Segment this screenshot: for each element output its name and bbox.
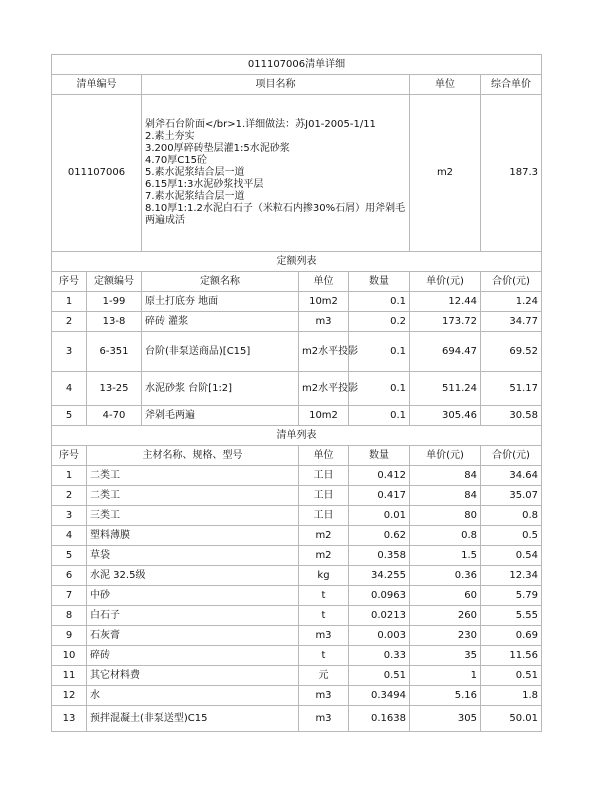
quota-price-cell: 173.72 (410, 312, 481, 332)
quota-price-cell: 12.44 (410, 292, 481, 312)
material-unit-cell: 工日 (299, 506, 349, 526)
material-no-cell: 8 (52, 606, 87, 626)
item-description-line: 7.素水泥浆结合层一道 (145, 191, 245, 202)
material-unit-cell: m2 (299, 526, 349, 546)
material-total-cell: 34.64 (481, 466, 542, 486)
material-price-cell: 260 (410, 606, 481, 626)
sheet-title: 011107006清单详细 (52, 55, 542, 75)
material-name-cell: 塑料薄膜 (87, 526, 299, 546)
bill-detail-table (51, 54, 542, 732)
material-header-cell: 单位 (299, 446, 349, 466)
material-name-cell: 白石子 (87, 606, 299, 626)
material-row (52, 466, 542, 486)
quota-qty-cell: 0.1 (349, 406, 410, 426)
material-total-cell: 5.55 (481, 606, 542, 626)
quota-header-cell: 数量 (349, 272, 410, 292)
item-description-line: 6.15厚1:3水泥砂浆找平层 (145, 179, 264, 190)
material-unit-cell: m3 (299, 626, 349, 646)
material-total-cell: 0.8 (481, 506, 542, 526)
material-unit-cell: 工日 (299, 466, 349, 486)
material-header-cell: 合价(元) (481, 446, 542, 466)
material-section-title: 清单列表 (52, 426, 542, 446)
quota-total-cell: 69.52 (481, 332, 542, 372)
quota-row (52, 372, 542, 406)
material-header-cell: 单价(元) (410, 446, 481, 466)
material-price-cell: 0.36 (410, 566, 481, 586)
material-total-cell: 11.56 (481, 646, 542, 666)
material-price-cell: 305 (410, 706, 481, 732)
material-price-cell: 5.16 (410, 686, 481, 706)
material-unit-cell: t (299, 606, 349, 626)
material-header-cell: 主材名称、规格、型号 (87, 446, 299, 466)
material-no-cell: 3 (52, 506, 87, 526)
quota-name-cell: 原土打底夯 地面 (142, 292, 299, 312)
material-no-cell: 5 (52, 546, 87, 566)
item-price: 187.3 (481, 95, 542, 252)
material-name-cell: 二类工 (87, 486, 299, 506)
quota-total-cell: 30.58 (481, 406, 542, 426)
material-name-cell: 三类工 (87, 506, 299, 526)
material-total-cell: 0.54 (481, 546, 542, 566)
material-unit-cell: t (299, 586, 349, 606)
material-qty-cell: 0.3494 (349, 686, 410, 706)
item-unit: m2 (410, 95, 481, 252)
material-price-cell: 35 (410, 646, 481, 666)
material-row (52, 566, 542, 586)
material-name-cell: 其它材料费 (87, 666, 299, 686)
material-name-cell: 石灰膏 (87, 626, 299, 646)
material-qty-cell: 0.33 (349, 646, 410, 666)
quota-code-cell: 13-25 (87, 372, 142, 406)
quota-qty-cell: 0.1 (349, 292, 410, 312)
quota-header-cell: 单价(元) (410, 272, 481, 292)
material-qty-cell: 0.358 (349, 546, 410, 566)
header-name: 项目名称 (142, 75, 410, 95)
item-row (52, 95, 542, 252)
material-total-cell: 1.8 (481, 686, 542, 706)
material-total-cell: 12.34 (481, 566, 542, 586)
material-name-cell: 预拌混凝土(非泵送型)C15 (87, 706, 299, 732)
material-total-cell: 0.5 (481, 526, 542, 546)
item-description-line: 5.素水泥浆结合层一道 (145, 167, 245, 178)
material-no-cell: 13 (52, 706, 87, 732)
material-total-cell: 35.07 (481, 486, 542, 506)
quota-unit-cell: 10m2 (299, 406, 349, 426)
quota-no-cell: 5 (52, 406, 87, 426)
material-total-cell: 0.69 (481, 626, 542, 646)
material-row (52, 526, 542, 546)
material-row (52, 486, 542, 506)
item-header-row (52, 75, 542, 95)
item-description-line: 2.素土夯实 (145, 131, 195, 142)
material-total-cell: 50.01 (481, 706, 542, 732)
quota-price-cell: 511.24 (410, 372, 481, 406)
material-total-cell: 0.51 (481, 666, 542, 686)
material-price-cell: 1 (410, 666, 481, 686)
quota-unit-cell: m2水平投影 (299, 372, 349, 406)
material-total-cell: 5.79 (481, 586, 542, 606)
material-unit-cell: m2 (299, 546, 349, 566)
item-description-line: 剁斧石台阶面</br>1.详细做法：苏J01-2005-1/11 (145, 119, 376, 130)
quota-price-cell: 305.46 (410, 406, 481, 426)
material-row (52, 686, 542, 706)
material-qty-cell: 0.62 (349, 526, 410, 546)
material-qty-cell: 0.0963 (349, 586, 410, 606)
material-no-cell: 9 (52, 626, 87, 646)
material-qty-cell: 0.51 (349, 666, 410, 686)
quota-row (52, 332, 542, 372)
material-price-cell: 230 (410, 626, 481, 646)
quota-row (52, 406, 542, 426)
quota-qty-cell: 0.1 (349, 332, 410, 372)
quota-row (52, 312, 542, 332)
material-name-cell: 二类工 (87, 466, 299, 486)
quota-unit-cell: m2水平投影 (299, 332, 349, 372)
material-row (52, 666, 542, 686)
material-row (52, 506, 542, 526)
quota-header-cell: 定额编号 (87, 272, 142, 292)
material-name-cell: 水 (87, 686, 299, 706)
material-price-cell: 60 (410, 586, 481, 606)
material-price-cell: 84 (410, 466, 481, 486)
material-header-cell: 数量 (349, 446, 410, 466)
quota-name-cell: 水泥砂浆 台阶[1:2] (142, 372, 299, 406)
quota-code-cell: 6-351 (87, 332, 142, 372)
quota-qty-cell: 0.2 (349, 312, 410, 332)
material-price-cell: 0.8 (410, 526, 481, 546)
material-unit-cell: m3 (299, 686, 349, 706)
quota-header-row (52, 272, 542, 292)
material-no-cell: 1 (52, 466, 87, 486)
material-no-cell: 11 (52, 666, 87, 686)
quota-price-cell: 694.47 (410, 332, 481, 372)
material-row (52, 646, 542, 666)
material-no-cell: 7 (52, 586, 87, 606)
quota-name-cell: 台阶(非泵送商品)[C15] (142, 332, 299, 372)
material-row (52, 586, 542, 606)
material-no-cell: 12 (52, 686, 87, 706)
material-price-cell: 80 (410, 506, 481, 526)
item-description (142, 95, 410, 252)
quota-no-cell: 4 (52, 372, 87, 406)
material-qty-cell: 0.412 (349, 466, 410, 486)
material-no-cell: 4 (52, 526, 87, 546)
material-unit-cell: m3 (299, 706, 349, 732)
quota-total-cell: 34.77 (481, 312, 542, 332)
quota-code-cell: 13-8 (87, 312, 142, 332)
material-unit-cell: 工日 (299, 486, 349, 506)
quota-no-cell: 3 (52, 332, 87, 372)
material-no-cell: 6 (52, 566, 87, 586)
quota-qty-cell: 0.1 (349, 372, 410, 406)
material-name-cell: 草袋 (87, 546, 299, 566)
quota-code-cell: 4-70 (87, 406, 142, 426)
material-qty-cell: 0.01 (349, 506, 410, 526)
material-row (52, 546, 542, 566)
material-header-row (52, 446, 542, 466)
material-name-cell: 水泥 32.5级 (87, 566, 299, 586)
item-description-line: 3.200厚碎砖垫层灌1:5水泥砂浆 (145, 143, 290, 154)
material-row (52, 626, 542, 646)
item-description-line: 8.10厚1:1.2水泥白石子（米粒石内掺30%石屑）用斧剁毛两遍成活 (145, 203, 406, 226)
material-price-cell: 84 (410, 486, 481, 506)
quota-no-cell: 2 (52, 312, 87, 332)
material-row (52, 606, 542, 626)
quota-row (52, 292, 542, 312)
material-qty-cell: 34.255 (349, 566, 410, 586)
material-qty-cell: 0.0213 (349, 606, 410, 626)
material-unit-cell: t (299, 646, 349, 666)
material-qty-cell: 0.1638 (349, 706, 410, 732)
material-no-cell: 10 (52, 646, 87, 666)
material-unit-cell: kg (299, 566, 349, 586)
quota-total-cell: 51.17 (481, 372, 542, 406)
quota-section-title: 定额列表 (52, 252, 542, 272)
quota-total-cell: 1.24 (481, 292, 542, 312)
quota-header-cell: 序号 (52, 272, 87, 292)
header-price: 综合单价 (481, 75, 542, 95)
quota-header-cell: 单位 (299, 272, 349, 292)
quota-code-cell: 1-99 (87, 292, 142, 312)
quota-unit-cell: m3 (299, 312, 349, 332)
quota-header-cell: 定额名称 (142, 272, 299, 292)
item-code: 011107006 (52, 95, 142, 252)
quota-no-cell: 1 (52, 292, 87, 312)
material-header-cell: 序号 (52, 446, 87, 466)
material-name-cell: 碎砖 (87, 646, 299, 666)
material-price-cell: 1.5 (410, 546, 481, 566)
quota-header-cell: 合价(元) (481, 272, 542, 292)
material-name-cell: 中砂 (87, 586, 299, 606)
quota-name-cell: 斧剁毛两遍 (142, 406, 299, 426)
quota-unit-cell: 10m2 (299, 292, 349, 312)
material-qty-cell: 0.417 (349, 486, 410, 506)
material-qty-cell: 0.003 (349, 626, 410, 646)
material-no-cell: 2 (52, 486, 87, 506)
quota-name-cell: 碎砖 灌浆 (142, 312, 299, 332)
material-unit-cell: 元 (299, 666, 349, 686)
item-description-line: 4.70厚C15砼 (145, 155, 207, 166)
header-code: 清单编号 (52, 75, 142, 95)
material-row (52, 706, 542, 732)
header-unit: 单位 (410, 75, 481, 95)
